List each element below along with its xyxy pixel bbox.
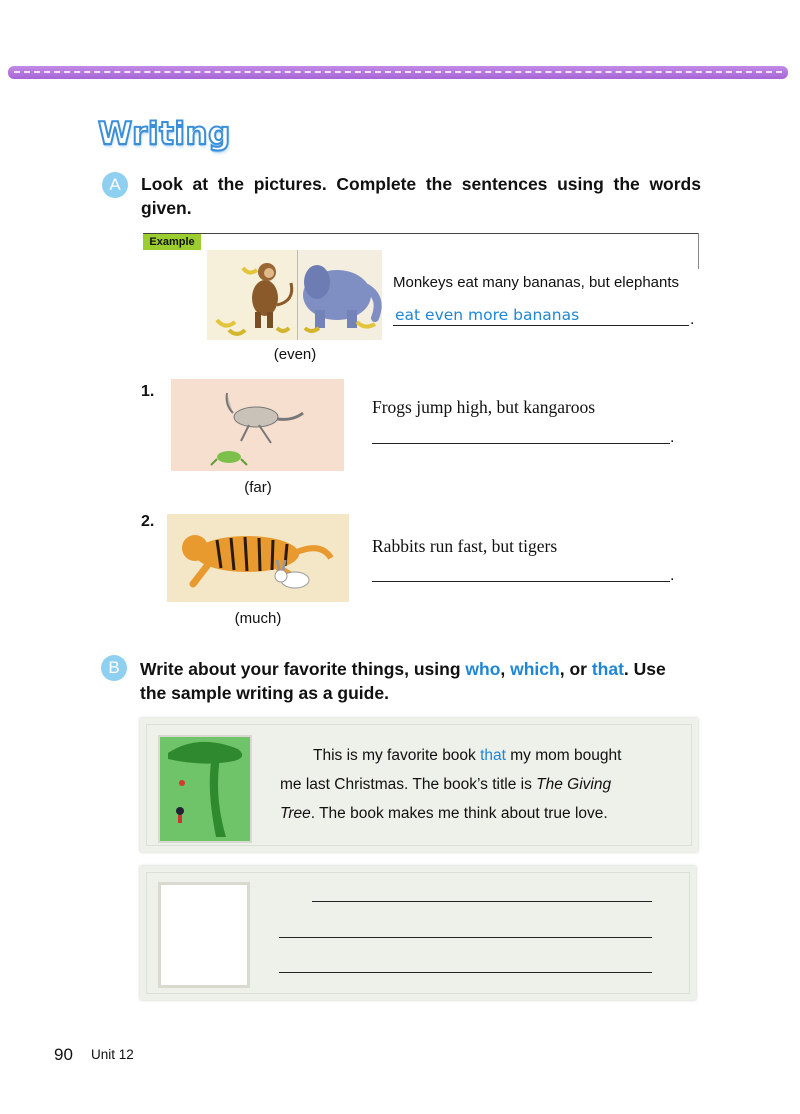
sample-text-1b: my mom bought [505, 747, 622, 764]
writing-line-1[interactable] [312, 901, 652, 902]
blank-writing-card [140, 866, 696, 1000]
sample-writing-card [140, 718, 698, 852]
example-tag: Example [143, 234, 201, 250]
item-2-hint: (much) [234, 610, 282, 627]
keyword-which: which [510, 659, 560, 679]
writing-line-2[interactable] [279, 937, 652, 938]
keyword-that: that [591, 659, 624, 679]
part-b-instruction-sep1: , [500, 659, 511, 679]
part-b-instruction-tail: . Use [623, 659, 666, 679]
item-2-number: 2. [141, 513, 155, 530]
item-1-answer-line [372, 443, 670, 444]
book-title-part2: Tree [280, 805, 311, 822]
example-hint: (even) [273, 346, 317, 363]
tiger-rabbit-picture [167, 514, 349, 602]
item-1-number: 1. [141, 383, 155, 400]
decorative-header-band [8, 66, 788, 79]
example-period: . [690, 311, 695, 328]
sample-line-2 [280, 770, 653, 799]
part-b-instruction-text: Write about your favorite things, using [140, 659, 466, 679]
book-title-part1: The Giving [536, 776, 612, 793]
example-sentence: Monkeys eat many bananas, but elephants [393, 274, 680, 291]
monkey-elephant-picture [207, 250, 382, 340]
sample-line-1 [313, 741, 653, 770]
item-2-answer-line [372, 581, 670, 582]
sample-line-3 [280, 799, 653, 828]
part-b-instruction-sep2: , or [559, 659, 592, 679]
item-1-hint: (far) [244, 479, 272, 496]
item-2-sentence: Rabbits run fast, but tigers [372, 536, 558, 556]
example-rule [143, 233, 699, 234]
part-a-instruction: Look at the pictures. Complete the sentences using the words given. [141, 174, 701, 218]
part-a-badge: A [102, 172, 128, 198]
page-number: 90 [54, 1045, 73, 1064]
item-2-period: . [670, 567, 675, 584]
example-answer: eat even more bananas [395, 306, 580, 324]
sample-text-2: me last Christmas. The book’s title is [280, 776, 537, 793]
example-answer-line [393, 325, 689, 326]
giving-tree-cover [158, 735, 252, 843]
item-1-period: . [670, 429, 675, 446]
sample-text-1: This is my favorite book [313, 747, 481, 764]
item-1-sentence: Frogs jump high, but kangaroos [372, 397, 596, 417]
section-title: Writing [98, 116, 231, 152]
unit-label: Unit 12 [91, 1047, 134, 1062]
part-b-badge: B [101, 655, 127, 681]
writing-line-3[interactable] [279, 972, 652, 973]
keyword-who: who [465, 659, 501, 679]
sample-text-3: . The book makes me think about true love. [310, 805, 608, 822]
photo-placeholder-box [158, 882, 250, 988]
part-b-instruction [140, 657, 705, 705]
kangaroo-frog-picture [171, 379, 344, 471]
example-rule-edge [698, 233, 699, 269]
part-b-instruction-line2: the sample writing as a guide. [140, 683, 389, 703]
sample-keyword-that: that [480, 747, 506, 764]
